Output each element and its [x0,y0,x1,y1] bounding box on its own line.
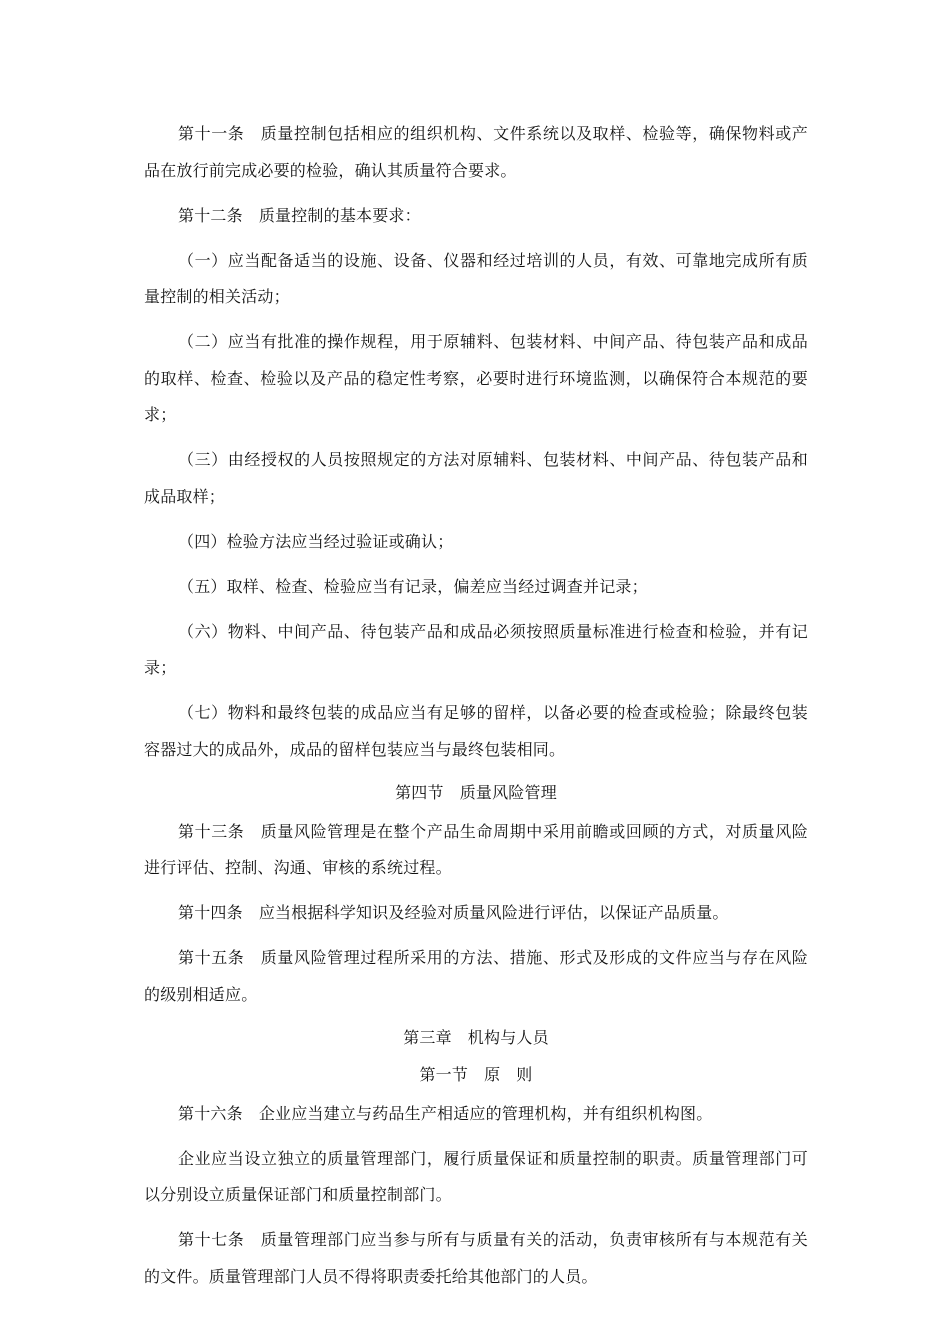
list-item-4: （四）检验方法应当经过验证或确认； [178,531,454,551]
article-text: 企业应当建立与药品生产相适应的管理机构，并有组织机构图。 [258,1103,713,1123]
article-text: 质量控制的基本要求： [258,205,421,225]
article-text: 质量风险管理过程所采用的方法、措施、形式及形成的文件应当与存在风险的级别相适应。 [144,948,808,1004]
article-number: 第十七条 [178,1230,245,1249]
section-title-part: 则 [516,1064,533,1084]
article-number: 第十二条 [178,205,243,225]
article-13 [144,814,808,887]
article-12 [144,198,808,235]
section-title-part: 原 [484,1064,501,1084]
section-number: 第四节 [395,782,444,802]
chapter-title: 机构与人员 [467,1027,549,1047]
article-11 [144,116,808,189]
article-number: 第十三条 [178,821,245,841]
list-item-5: （五）取样、检查、检验应当有记录，偏差应当经过调查并记录； [178,576,648,596]
list-item-3: （三）由经授权的人员按照规定的方法对原辅料、包装材料、中间产品、待包装产品和成品取样； [144,450,808,506]
chapter-heading-3 [144,1022,808,1054]
article-text: 质量管理部门应当参与所有与质量有关的活动，负责审核所有与本规范有关的文件。质量管理部门人员不得将职责委托给其他部门的人员。 [144,1230,808,1286]
list-item-1: （一）应当配备适当的设施、设备、仪器和经过培训的人员，有效、可靠地完成所有质量控制的相关活动； [144,250,808,306]
article-number: 第十五条 [178,948,245,967]
article-text: 应当根据科学知识及经验对质量风险进行评估，以保证产品质量。 [258,903,729,922]
article-16 [144,1096,808,1133]
section-heading-4 [144,777,808,809]
article-number: 第十一条 [178,124,245,143]
list-item-2: （二）应当有批准的操作规程，用于原辅料、包装材料、中间产品、待包装产品和成品的取样、检查、检验以及产品的稳定性考察，必要时进行环境监测，以确保符合本规范的要求； [144,332,808,424]
article-15 [144,940,808,1013]
chapter-number: 第三章 [403,1027,452,1047]
article-16-paragraph-2: 企业应当设立独立的质量管理部门，履行质量保证和质量控制的职责。质量管理部门可以分别设立质量保证部门和质量控制部门。 [144,1148,808,1204]
article-text: 质量控制包括相应的组织机构、文件系统以及取样、检验等，确保物料或产品在放行前完成必要的检验，确认其质量符合要求。 [144,124,808,180]
list-item-6: （六）物料、中间产品、待包装产品和成品必须按照质量标准进行检查和检验，并有记录； [144,621,808,677]
article-text: 质量风险管理是在整个产品生命周期中采用前瞻或回顾的方式，对质量风险进行评估、控制、沟通、审核的系统过程。 [144,821,808,877]
list-item-7: （七）物料和最终包装的成品应当有足够的留样，以备必要的检查或检验；除最终包装容器过大的成品外，成品的留样包装应当与最终包装相同。 [144,703,808,759]
article-number: 第十六条 [178,1103,243,1123]
section-number: 第一节 [419,1064,469,1084]
article-number: 第十四条 [178,903,243,922]
article-17 [144,1222,808,1295]
article-14 [144,895,808,932]
document-page [144,116,808,1304]
section-title: 质量风险管理 [459,782,557,802]
section-heading-1 [144,1059,808,1091]
